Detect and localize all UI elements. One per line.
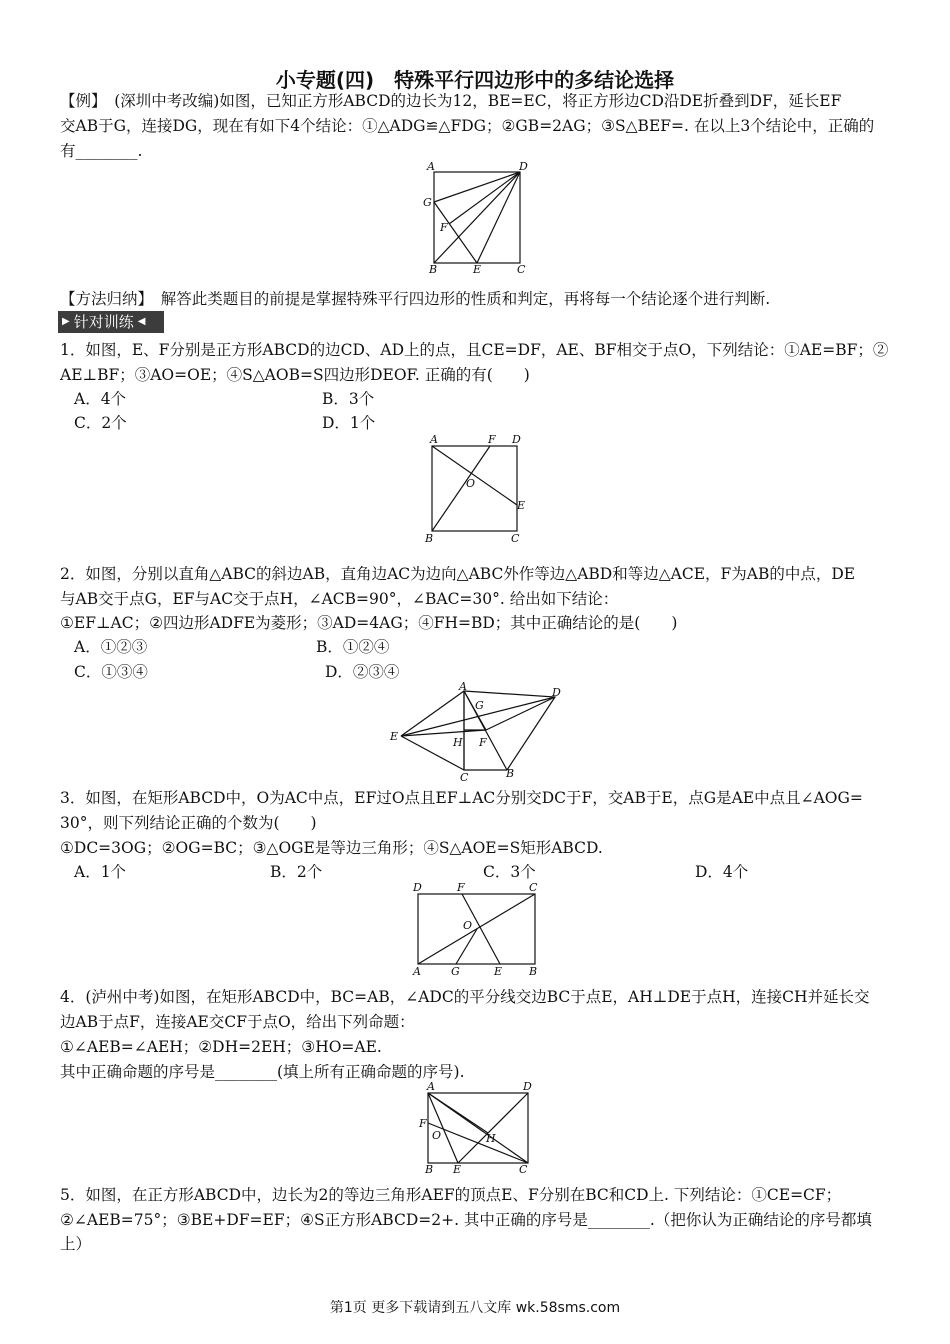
label-O: O [466, 477, 476, 490]
label-G: G [451, 965, 460, 978]
practice-badge [58, 311, 164, 333]
label-F: F [419, 1117, 427, 1130]
q3-line-1: 3．如图，在矩形ABCD中，O为AC中点，EF过O点且EF⊥AC分别交DC于F，交AB于E，点G是AE中点且∠AOG= [60, 789, 863, 807]
label-E: E [517, 499, 526, 512]
label-A: A [427, 1080, 435, 1093]
label-A: A [430, 433, 438, 446]
q2-option-c: C．①③④ [74, 663, 148, 681]
label-C: C [517, 263, 526, 275]
label-F: F [479, 736, 487, 749]
label-H: H [453, 736, 463, 749]
label-C: C [460, 771, 469, 784]
q4-line-4: 其中正确命题的序号是________(填上所有正确命题的序号). [60, 1063, 465, 1081]
label-C: C [529, 881, 538, 894]
label-F: F [488, 433, 496, 446]
q1-line-1: 1．如图，E、F分别是正方形ABCD的边CD、AD上的点，且CE=DF，AE、BF相交于点O，下列结论：①AE=BF；② [60, 341, 889, 359]
label-D: D [552, 686, 561, 699]
q3-option-c: C．3个 [483, 863, 536, 881]
label-B: B [425, 532, 434, 544]
label-D: D [523, 1080, 532, 1093]
label-E: E [473, 263, 482, 275]
label-E: E [390, 730, 399, 743]
q1-figure [420, 432, 535, 544]
label-G: G [475, 699, 484, 712]
q2-option-b: B．①②④ [316, 638, 390, 656]
method-summary: 【方法归纳】 解答此类题目的前提是掌握特殊平行四边形的性质和判定，再将每一个结论逐个进行判断. [60, 290, 771, 308]
label-A: A [413, 965, 421, 978]
label-A: A [459, 680, 467, 693]
q5-line-1: 5．如图，在正方形ABCD中，边长为2的等边三角形AEF的顶点E、F分别在BC和CD上. 下列结论：①CE=CF； [60, 1186, 842, 1204]
label-G: G [423, 196, 432, 209]
example-line-3: 有________. [60, 142, 143, 160]
label-O: O [463, 919, 473, 932]
label-A: A [427, 160, 435, 173]
q3-figure [405, 878, 550, 978]
badge-label: 针对训练 [73, 313, 134, 331]
label-D: D [519, 160, 528, 173]
q3-option-b: B．2个 [270, 863, 323, 881]
q1-option-d: D．1个 [322, 414, 376, 432]
q2-option-d: D．②③④ [325, 663, 400, 681]
label-D: D [413, 881, 422, 894]
q1-option-c: C．2个 [74, 414, 127, 432]
label-C: C [519, 1163, 528, 1175]
q2-line-3: ①EF⊥AC；②四边形ADFE为菱形；③AD=4AG；④FH=BD；其中正确结论的是( ) [60, 614, 678, 632]
page-footer: 第1页 更多下载请到五八文库 wk.58sms.com [329, 1300, 621, 1316]
label-E: E [453, 1163, 462, 1175]
q4-line-3: ①∠AEB=∠AEH；②DH=2EH；③HO=AE. [60, 1038, 382, 1056]
label-B: B [506, 767, 515, 780]
q4-figure [415, 1080, 540, 1175]
q2-line-1: 2．如图，分别以直角△ABC的斜边AB，直角边AC为边向△ABC外作等边△ABD和等边△ACE，F为AB的中点，DE [60, 565, 856, 583]
example-line-2: 交AB于G，连接DG，现在有如下4个结论：①△ADG≌△FDG；②GB=2AG；③S△BEF=. 在以上3个结论中，正确的 [60, 117, 875, 135]
label-B: B [429, 263, 438, 275]
label-E: E [494, 965, 503, 978]
q2-figure [385, 680, 565, 785]
q2-option-a: A．①②③ [74, 638, 148, 656]
q5-line-3: 上） [60, 1235, 92, 1253]
q3-option-d: D．4个 [695, 863, 749, 881]
q1-line-2: AE⊥BF；③AO=OE；④S△AOB=S四边形DEOF. 正确的有( ) [60, 366, 530, 384]
q3-option-a: A．1个 [74, 863, 127, 881]
page-title: 小专题(四) 特殊平行四边形中的多结论选择 [275, 68, 675, 92]
label-B: B [425, 1163, 434, 1175]
label-D: D [512, 433, 521, 446]
label-H: H [486, 1132, 496, 1145]
q3-line-3: ①DC=3OG；②OG=BC；③△OGE是等边三角形；④S△AOE=S矩形ABCD. [60, 839, 603, 857]
example-figure [415, 160, 535, 275]
label-F: F [457, 881, 465, 894]
q1-option-b: B．3个 [322, 390, 375, 408]
q4-line-2: 边AB于点F，连接AE交CF于点O，给出下列命题： [60, 1013, 415, 1031]
label-O: O [432, 1129, 442, 1142]
q2-line-2: 与AB交于点G，EF与AC交于点H，∠ACB=90°，∠BAC=30°. 给出如下结论： [60, 590, 619, 608]
example-line-1: 【例】 (深圳中考改编)如图，已知正方形ABCD的边长为12，BE=EC，将正方形边CD沿DE折叠到DF，延长EF [60, 92, 842, 110]
q4-line-1: 4．(泸州中考)如图，在矩形ABCD中，BC=AB，∠ADC的平分线交边BC于点E，AH⊥DE于点H，连接CH并延长交 [60, 988, 870, 1006]
q3-line-2: 30°，则下列结论正确的个数为( ) [60, 814, 317, 832]
label-B: B [529, 965, 538, 978]
label-C: C [511, 532, 520, 544]
back-icon: ◀ [137, 316, 146, 327]
label-F: F [440, 221, 448, 234]
play-icon: ▶ [62, 316, 70, 327]
q1-option-a: A．4个 [74, 390, 127, 408]
q5-line-2: ②∠AEB=75°；③BE+DF=EF；④S正方形ABCD=2+. 其中正确的序号是________.（把你认为正确结论的序号都填 [60, 1211, 872, 1229]
